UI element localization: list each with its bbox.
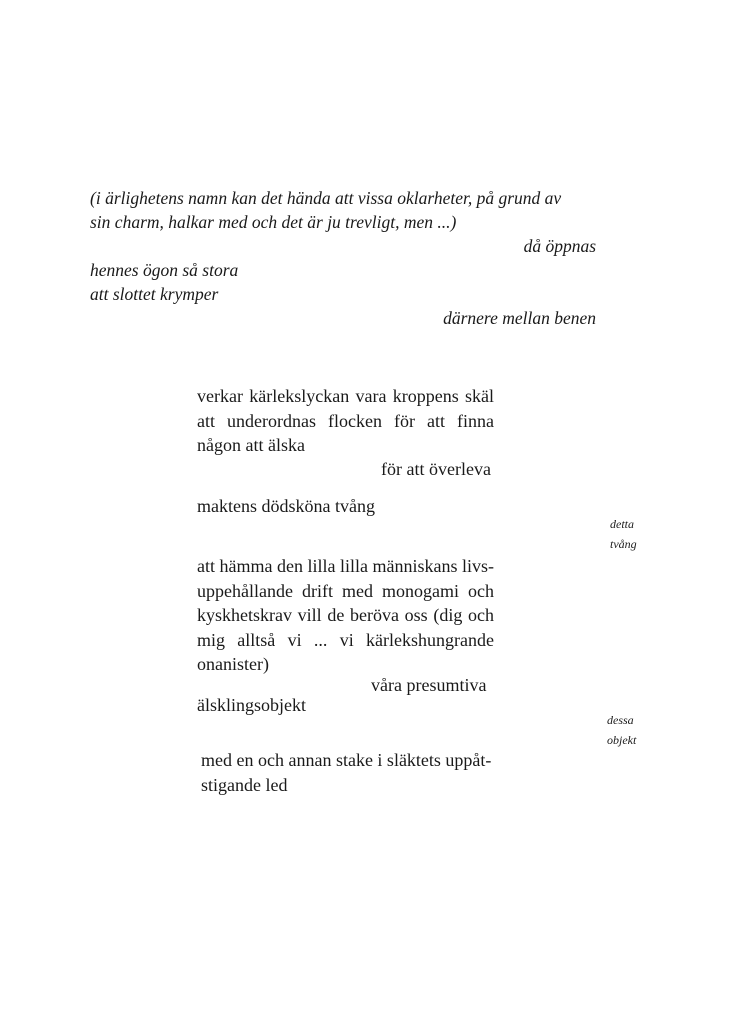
intro-line-4: att slottet krymper bbox=[90, 284, 219, 304]
stanza-3-line-6: våra presumtiva bbox=[371, 675, 487, 695]
intro-line-2: sin charm, halkar med och det är ju trevligt, men ...) bbox=[90, 212, 457, 232]
stanza-3-line-2: uppehållande drift med monogami och bbox=[197, 580, 494, 601]
margin-note-2-line-1: dessa bbox=[607, 713, 634, 727]
stanza-3-line-1: att hämma den lilla lilla människans livs- bbox=[197, 556, 494, 576]
stanza-1 bbox=[197, 384, 494, 458]
intro-right-line-1: då öppnas bbox=[523, 236, 596, 256]
margin-note-2-line-2: objekt bbox=[607, 733, 637, 747]
margin-note-1 bbox=[610, 514, 637, 554]
stanza-3-line-3: kyskhetskrav vill de beröva oss (dig och bbox=[197, 605, 494, 625]
stanza-3 bbox=[197, 554, 494, 677]
stanza-3-line-5: onanister) bbox=[197, 654, 269, 674]
stanza-1-line-1: verkar kärlekslyckan vara kroppens skäl bbox=[197, 386, 494, 406]
stanza-2-line-1: maktens dödsköna tvång bbox=[197, 496, 375, 516]
stanza-1-line-2: att underordnas flocken för att finna bbox=[197, 410, 494, 431]
stanza-4-line-1: med en och annan stake i släktets uppåt- bbox=[201, 750, 492, 770]
margin-note-1-line-2: tvång bbox=[610, 537, 637, 551]
margin-note-1-line-1: detta bbox=[610, 517, 634, 531]
intro-line-1: (i ärlighetens namn kan det hända att vissa oklarheter, på grund av bbox=[90, 188, 562, 208]
margin-note-2 bbox=[607, 710, 636, 750]
stanza-1-line-4: för att överleva bbox=[381, 459, 491, 479]
stanza-3-line-7: älsklingsobjekt bbox=[197, 695, 306, 715]
intro-line-3: hennes ögon så stora bbox=[90, 260, 239, 280]
stanza-4 bbox=[201, 748, 491, 797]
intro-right-line-2: därnere mellan benen bbox=[443, 308, 596, 328]
stanza-4-line-2: stigande led bbox=[201, 774, 288, 795]
stanza-1-line-3: någon att älska bbox=[197, 435, 305, 455]
stanza-3-line-4: mig alltså vi ... vi kärlekshungrande bbox=[197, 629, 494, 650]
